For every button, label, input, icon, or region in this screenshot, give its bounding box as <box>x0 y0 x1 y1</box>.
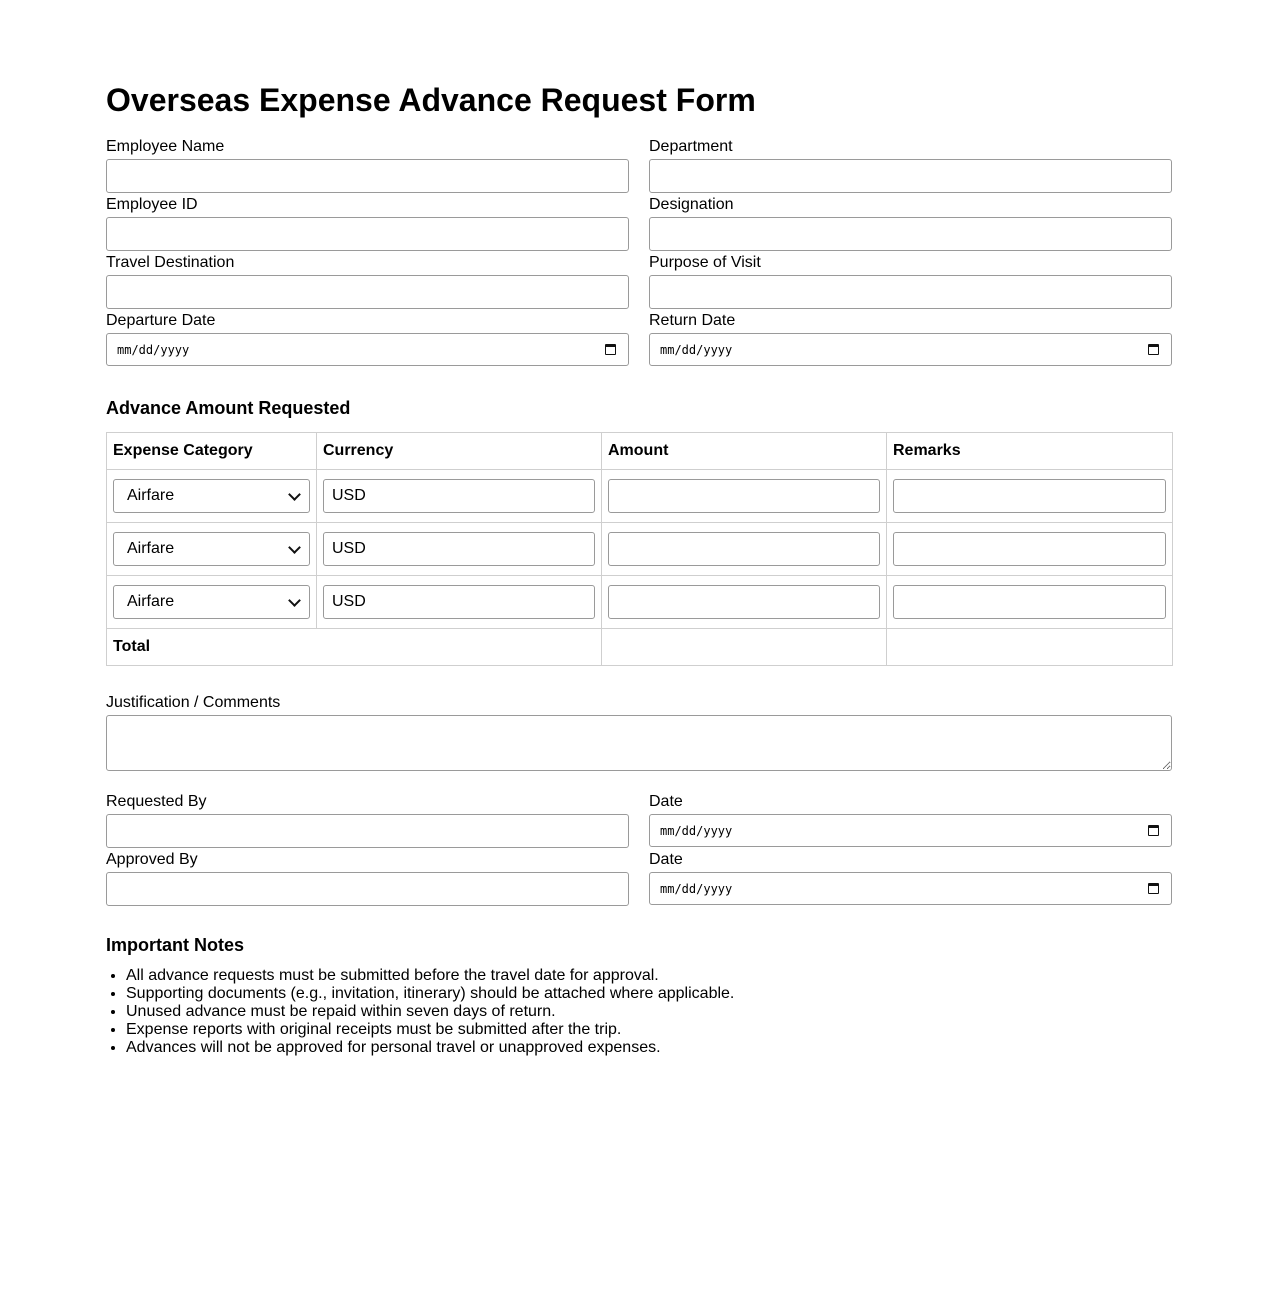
advance-section-heading: Advance Amount Requested <box>106 398 351 418</box>
departure-date-group <box>106 310 629 368</box>
departure-date-label: Departure Date <box>106 312 216 329</box>
date-placeholder: mm/dd/yyyy <box>660 342 733 357</box>
advance-table <box>106 432 1173 666</box>
designation-input[interactable] <box>649 217 1172 251</box>
approved-date-input[interactable] <box>649 872 1172 905</box>
note-item: • Supporting documents (e.g., invitation, itinerary) should be attached where applicable. <box>126 985 1172 1003</box>
calendar-icon[interactable] <box>605 344 616 355</box>
table-row <box>107 470 1173 523</box>
justification-textarea[interactable] <box>106 715 1172 771</box>
return-date-input[interactable] <box>649 333 1172 366</box>
note-item: • Expense reports with original receipts must be submitted after the trip. <box>126 1021 1172 1039</box>
department-label: Department <box>649 138 733 155</box>
currency-input[interactable]: USD <box>323 532 595 566</box>
note-item: • Advances will not be approved for personal travel or unapproved expenses. <box>126 1039 1172 1057</box>
category-cell <box>107 576 317 629</box>
column-header: Currency <box>317 433 602 470</box>
amount-cell <box>602 470 887 523</box>
department-input[interactable] <box>649 159 1172 193</box>
note-item: • Unused advance must be repaid within seven days of return. <box>126 1003 1172 1021</box>
total-row <box>107 629 1173 666</box>
requested-by-label: Requested By <box>106 793 207 810</box>
chevron-down-icon <box>288 541 301 554</box>
travel-destination-label: Travel Destination <box>106 254 235 271</box>
return-date-label: Return Date <box>649 312 736 329</box>
total-amount-cell <box>602 629 887 666</box>
page-title: Overseas Expense Advance Request Form <box>106 82 756 118</box>
currency-cell <box>317 470 602 523</box>
notes-list <box>106 967 1172 1057</box>
calendar-icon[interactable] <box>1148 883 1159 894</box>
calendar-icon[interactable] <box>1148 825 1159 836</box>
amount-cell <box>602 576 887 629</box>
table-row <box>107 523 1173 576</box>
approved-by-label: Approved By <box>106 851 198 868</box>
expense-category-select[interactable] <box>113 532 310 566</box>
date-placeholder: mm/dd/yyyy <box>660 881 733 896</box>
remarks-input[interactable] <box>893 585 1166 619</box>
remarks-cell <box>887 576 1173 629</box>
justification-group <box>106 692 1172 771</box>
purpose-group <box>649 252 1172 310</box>
approved-by-input[interactable] <box>106 872 629 906</box>
amount-input[interactable] <box>608 532 880 566</box>
designation-label: Designation <box>649 196 734 213</box>
column-header: Amount <box>602 433 887 470</box>
employee-id-label: Employee ID <box>106 196 198 213</box>
category-cell <box>107 523 317 576</box>
travel-destination-input[interactable] <box>106 275 629 309</box>
calendar-icon[interactable] <box>1148 344 1159 355</box>
select-value: Airfare <box>127 540 175 557</box>
notes-heading: Important Notes <box>106 935 245 955</box>
employee-name-input[interactable] <box>106 159 629 193</box>
column-header: Expense Category <box>107 433 317 470</box>
amount-cell <box>602 523 887 576</box>
total-label: Total <box>107 629 602 666</box>
approved-date-label: Date <box>649 851 683 868</box>
note-item: • All advance requests must be submitted before the travel date for approval. <box>126 967 1172 985</box>
purpose-label: Purpose of Visit <box>649 254 761 271</box>
employee-details-grid <box>106 136 1172 368</box>
approved-by-group <box>106 849 629 907</box>
currency-cell <box>317 523 602 576</box>
remarks-cell <box>887 523 1173 576</box>
employee-name-group <box>106 136 629 194</box>
requested-date-label: Date <box>649 793 683 810</box>
approval-grid <box>106 791 1172 907</box>
justification-label: Justification / Comments <box>106 694 281 711</box>
remarks-input[interactable] <box>893 532 1166 566</box>
remarks-cell <box>887 470 1173 523</box>
expense-category-select[interactable] <box>113 585 310 619</box>
travel-destination-group <box>106 252 629 310</box>
total-remarks-cell <box>887 629 1173 666</box>
employee-id-group <box>106 194 629 252</box>
departure-date-input[interactable] <box>106 333 629 366</box>
expense-category-select[interactable] <box>113 479 310 513</box>
requested-by-group <box>106 791 629 849</box>
requested-date-group <box>649 791 1172 849</box>
chevron-down-icon <box>288 594 301 607</box>
select-value: Airfare <box>127 487 175 504</box>
currency-cell <box>317 576 602 629</box>
table-header-row <box>107 433 1173 470</box>
date-placeholder: mm/dd/yyyy <box>117 342 190 357</box>
purpose-input[interactable] <box>649 275 1172 309</box>
select-value: Airfare <box>127 593 175 610</box>
approved-date-group <box>649 849 1172 907</box>
remarks-input[interactable] <box>893 479 1166 513</box>
employee-name-label: Employee Name <box>106 138 225 155</box>
amount-input[interactable] <box>608 585 880 619</box>
requested-date-input[interactable] <box>649 814 1172 847</box>
amount-input[interactable] <box>608 479 880 513</box>
category-cell <box>107 470 317 523</box>
designation-group <box>649 194 1172 252</box>
requested-by-input[interactable] <box>106 814 629 848</box>
return-date-group <box>649 310 1172 368</box>
currency-input[interactable]: USD <box>323 479 595 513</box>
department-group <box>649 136 1172 194</box>
chevron-down-icon <box>288 488 301 501</box>
table-row <box>107 576 1173 629</box>
column-header: Remarks <box>887 433 1173 470</box>
date-placeholder: mm/dd/yyyy <box>660 823 733 838</box>
employee-id-input[interactable] <box>106 217 629 251</box>
currency-input[interactable]: USD <box>323 585 595 619</box>
form-page <box>106 80 1172 1057</box>
